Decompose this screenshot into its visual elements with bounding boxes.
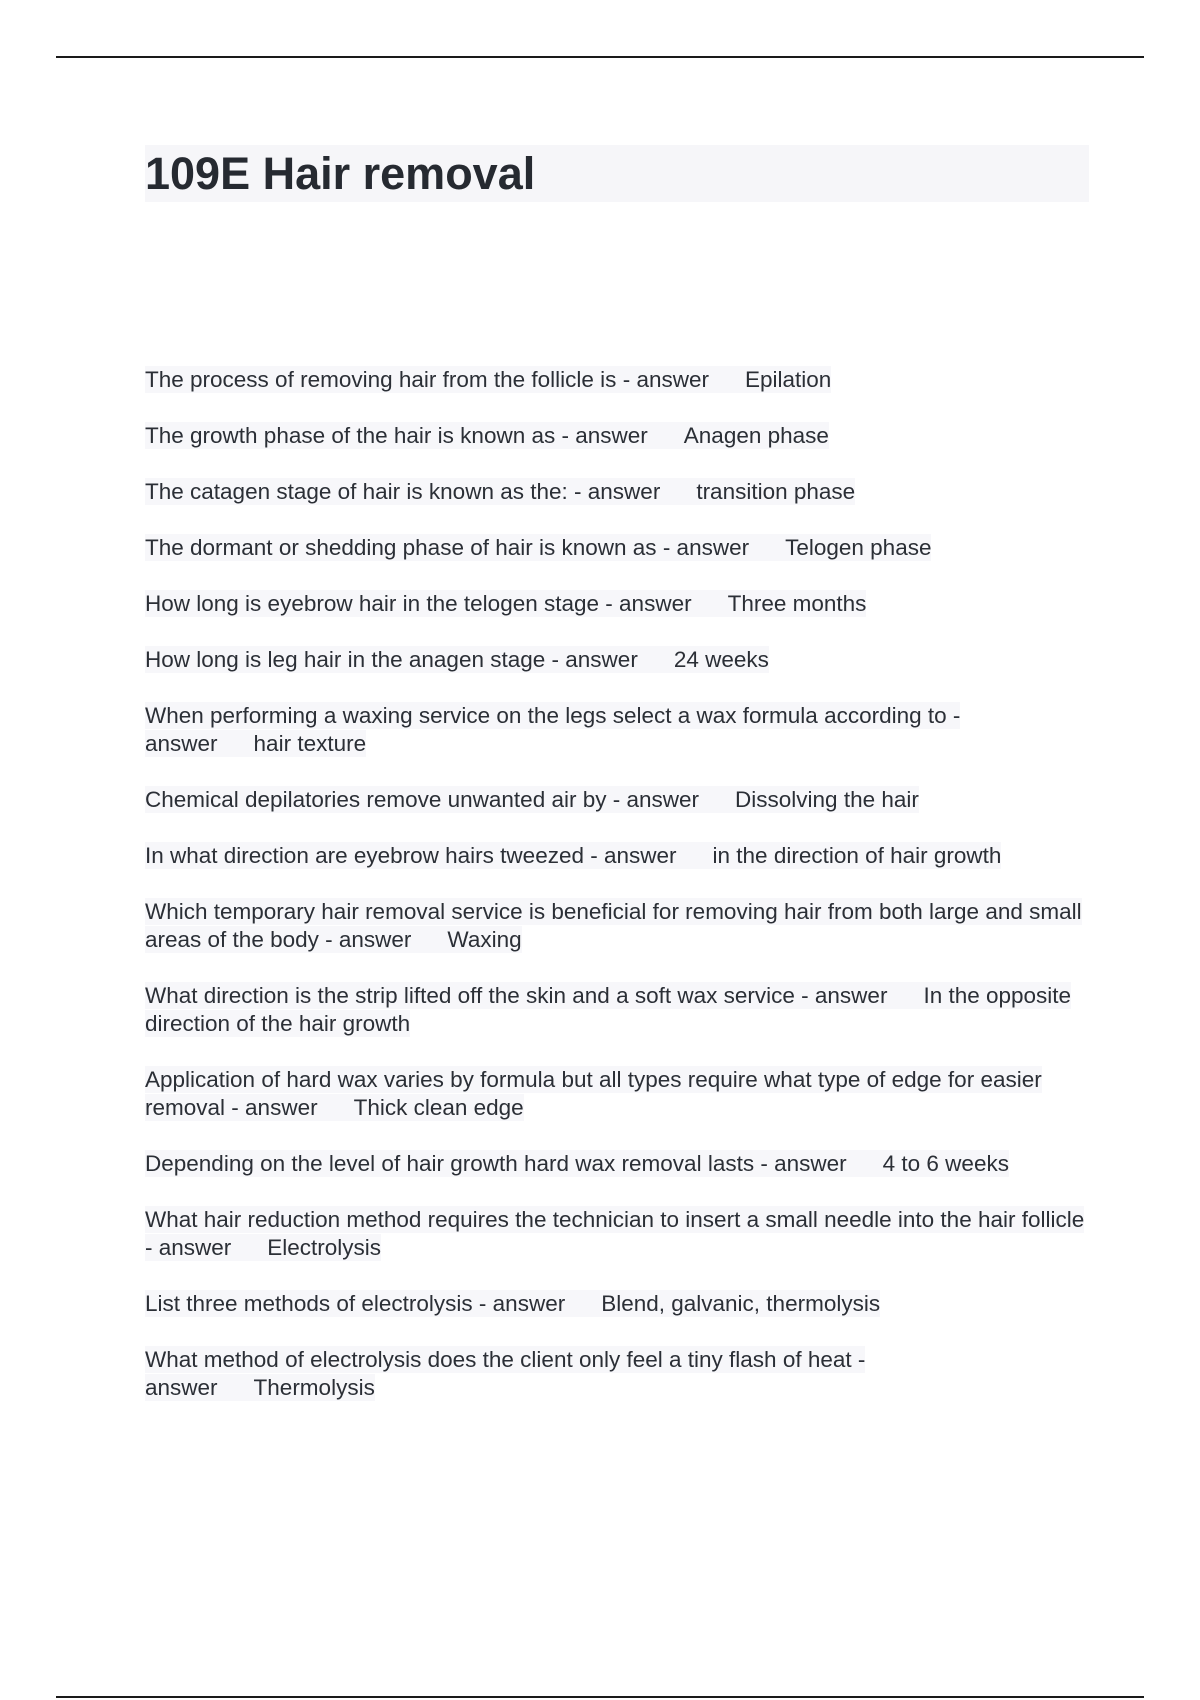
qa-item: [145, 786, 1085, 814]
qa-line: [145, 842, 1001, 869]
answer-marker: - answer: [574, 479, 661, 504]
answer-marker: - answer: [145, 1235, 232, 1260]
qa-line: [145, 590, 866, 617]
question-text: List three methods of electrolysis: [145, 1291, 473, 1316]
question-text: What method of electrolysis does the client only feel a tiny flash of heat: [145, 1347, 852, 1372]
question-text: Application of hard wax varies by formula but all types require what type of edge for easier removal: [145, 1067, 1042, 1120]
qa-item: [145, 1066, 1085, 1122]
qa-item: [145, 1206, 1085, 1262]
answer-marker: - answer: [561, 423, 648, 448]
answer-text: 4 to 6 weeks: [882, 1151, 1009, 1176]
answer-text: hair texture: [253, 731, 367, 756]
qa-item: [145, 646, 1085, 674]
answer-text: 24 weeks: [673, 647, 769, 672]
qa-line: [145, 534, 931, 561]
question-text: The dormant or shedding phase of hair is known as: [145, 535, 657, 560]
answer-text: Dissolving the hair: [735, 787, 919, 812]
qa-line: [145, 366, 831, 393]
answer-text: Anagen phase: [683, 423, 829, 448]
qa-item: [145, 702, 1085, 758]
answer-text: Epilation: [744, 367, 832, 392]
question-text: What hair reduction method requires the technician to insert a small needle into the hair follicle: [145, 1207, 1085, 1232]
qa-line: [145, 1290, 880, 1317]
top-rule: [56, 56, 1144, 58]
qa-item: [145, 898, 1085, 954]
qa-line: [145, 478, 855, 505]
question-text: Which temporary hair removal service is beneficial for removing hair from both large and small areas of the body: [145, 899, 1082, 952]
bottom-rule: [56, 1696, 1144, 1698]
qa-item: [145, 422, 1085, 450]
qa-line: [145, 702, 960, 757]
qa-line: [145, 1066, 1042, 1121]
qa-item: [145, 1290, 1085, 1318]
answer-marker: - answer: [145, 703, 961, 756]
answer-marker: - answer: [662, 535, 750, 560]
question-text: When performing a waxing service on the legs select a wax formula according to: [145, 703, 947, 728]
page-title: 109E Hair removal: [145, 148, 536, 199]
qa-item: [145, 1346, 1085, 1402]
qa-item: [145, 534, 1085, 562]
qa-item: [145, 982, 1085, 1038]
answer-text: Three months: [727, 591, 867, 616]
qa-line: [145, 646, 769, 673]
answer-marker: - answer: [622, 367, 709, 392]
qa-line: [145, 786, 919, 813]
answer-text: Waxing: [447, 927, 522, 952]
answer-text: transition phase: [696, 479, 856, 504]
question-text: What direction is the strip lifted off the skin and a soft wax service: [145, 983, 795, 1008]
question-text: Depending on the level of hair growth hard wax removal lasts: [145, 1151, 755, 1176]
answer-text: in the direction of hair growth: [712, 843, 1002, 868]
question-text: The growth phase of the hair is known as: [145, 423, 556, 448]
answer-marker: - answer: [590, 843, 677, 868]
qa-line: [145, 982, 1071, 1037]
answer-marker: - answer: [478, 1291, 566, 1316]
answer-marker: - answer: [801, 983, 888, 1008]
qa-line: [145, 422, 829, 449]
qa-list: [145, 366, 1085, 1430]
qa-line: [145, 1150, 1009, 1177]
qa-item: [145, 590, 1085, 618]
answer-text: Telogen phase: [785, 535, 932, 560]
answer-text: In the opposite direction of the hair growth: [145, 983, 1072, 1036]
question-text: The process of removing hair from the follicle is: [145, 367, 617, 392]
qa-line: [145, 1206, 1084, 1261]
qa-line: [145, 898, 1082, 953]
answer-marker: - answer: [551, 647, 638, 672]
answer-marker: - answer: [145, 1347, 866, 1400]
answer-marker: - answer: [760, 1151, 847, 1176]
qa-line: [145, 1346, 865, 1401]
answer-text: Thermolysis: [253, 1375, 375, 1400]
answer-marker: - answer: [325, 927, 412, 952]
answer-text: Electrolysis: [267, 1235, 382, 1260]
qa-item: [145, 1150, 1085, 1178]
question-text: The catagen stage of hair is known as the:: [145, 479, 568, 504]
qa-item: [145, 366, 1085, 394]
qa-item: [145, 478, 1085, 506]
title-block: [145, 145, 1089, 202]
question-text: How long is leg hair in the anagen stage: [145, 647, 546, 672]
question-text: In what direction are eyebrow hairs tweezed: [145, 843, 584, 868]
answer-marker: - answer: [612, 787, 700, 812]
answer-marker: - answer: [605, 591, 692, 616]
question-text: Chemical depilatories remove unwanted air by: [145, 787, 607, 812]
answer-text: Blend, galvanic, thermolysis: [601, 1291, 881, 1316]
answer-text: Thick clean edge: [353, 1095, 524, 1120]
answer-marker: - answer: [231, 1095, 318, 1120]
question-text: How long is eyebrow hair in the telogen stage: [145, 591, 600, 616]
qa-item: [145, 842, 1085, 870]
